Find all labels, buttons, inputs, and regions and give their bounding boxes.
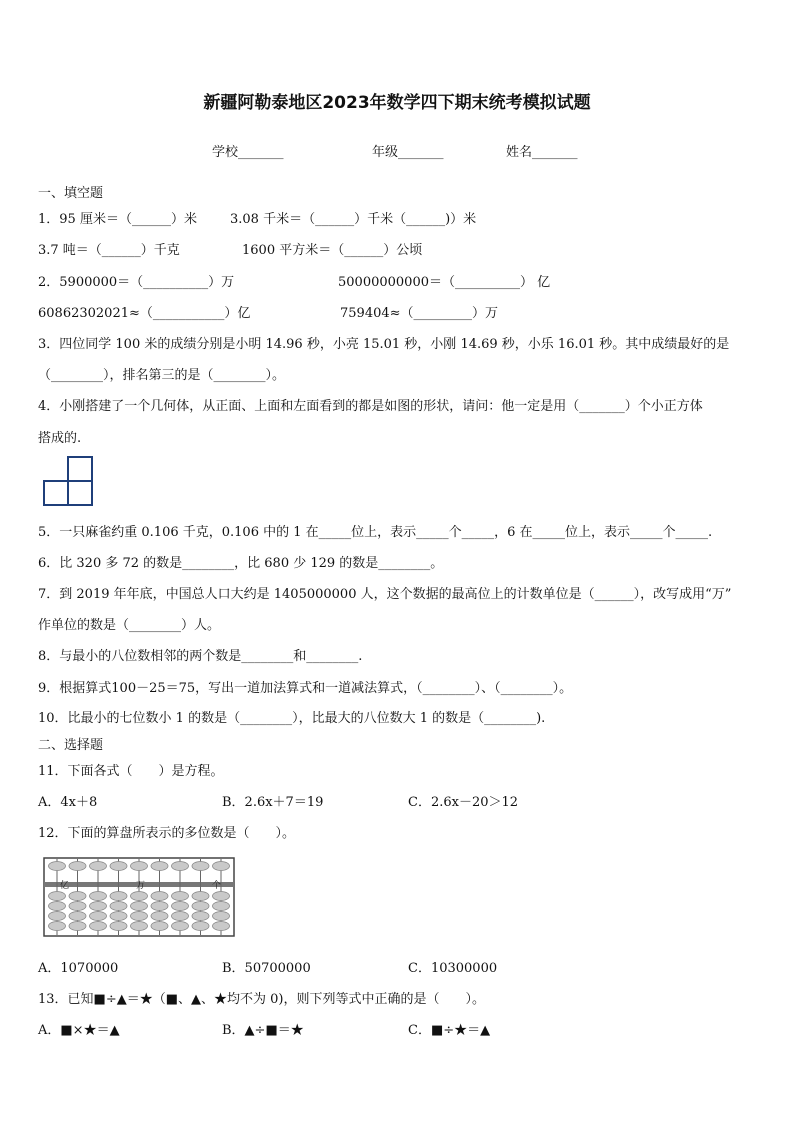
figure-square-bottom-right xyxy=(68,481,92,505)
abacus-bead xyxy=(90,902,107,911)
option-12b: B．50700000 xyxy=(222,961,311,976)
question-8: 8．与最小的八位数相邻的两个数是________和________. xyxy=(38,649,363,664)
abacus-label-yi: 亿 xyxy=(60,881,70,891)
abacus-bead xyxy=(172,902,189,911)
page-title: 新疆阿勒泰地区2023年数学四下期末统考模拟试题 xyxy=(203,93,591,113)
question-4a: 4．小刚搭建了一个几何体，从正面、上面和左面看到的都是如图的形状，请问：他一定是用（_______）个小正方体 xyxy=(38,399,703,414)
option-11a: A．4x＋8 xyxy=(38,795,98,810)
abacus-bead xyxy=(49,902,66,911)
abacus-bead xyxy=(90,922,107,931)
question-2c: 60862302021≈（___________）亿 xyxy=(38,306,251,321)
abacus-rods xyxy=(49,859,230,935)
abacus-bead xyxy=(49,862,66,871)
option-13b: B．▲÷■＝★ xyxy=(222,1023,304,1038)
abacus-bead xyxy=(213,912,230,921)
abacus-bead xyxy=(110,922,127,931)
abacus-bead xyxy=(110,862,127,871)
question-13: 13．已知■÷▲＝★（■、▲、★均不为 0)，则下列等式中正确的是（ ）。 xyxy=(38,992,485,1007)
question-2d: 759404≈（_________）万 xyxy=(340,306,499,321)
abacus-bead xyxy=(69,902,86,911)
abacus-bead xyxy=(131,862,148,871)
option-11b: B．2.6x＋7＝19 xyxy=(222,795,324,810)
abacus-bead xyxy=(151,862,168,871)
abacus-bead xyxy=(131,912,148,921)
question-5: 5．一只麻雀约重 0.106 千克，0.106 中的 1 在_____位上，表示_____个_____，6 在_____位上，表示_____个_____. xyxy=(38,525,713,540)
abacus-bead xyxy=(151,922,168,931)
abacus-bead xyxy=(213,902,230,911)
abacus-bead xyxy=(213,922,230,931)
abacus-bead xyxy=(172,892,189,901)
figure-square-bottom-left xyxy=(44,481,68,505)
abacus-figure xyxy=(42,856,236,938)
section-choice: 二、选择题 xyxy=(38,738,104,753)
question-3b: （________），排名第三的是（________）。 xyxy=(38,368,286,383)
abacus-bead xyxy=(110,892,127,901)
figure-square-top xyxy=(68,457,92,481)
abacus-bead xyxy=(172,862,189,871)
abacus-bead xyxy=(192,902,209,911)
question-4b: 搭成的. xyxy=(38,431,82,446)
section-fill-blank: 一、填空题 xyxy=(38,186,104,201)
grade-field: 年级_______ xyxy=(372,145,444,160)
question-1b: 3.08 千米＝（______）千米（______)）米 xyxy=(230,212,477,227)
question-1c: 3.7 吨＝（______）千克 xyxy=(38,243,180,258)
abacus-bead xyxy=(90,892,107,901)
question-1a: 1．95 厘米＝（______）米 xyxy=(38,212,197,227)
question-7a: 7．到 2019 年年底，中国总人口大约是 1405000000 人，这个数据的最高位上的计数单位是（______），改写成用“万” xyxy=(38,587,732,602)
abacus-bead xyxy=(49,912,66,921)
question-11: 11．下面各式（ ）是方程。 xyxy=(38,764,224,779)
abacus-bead xyxy=(192,862,209,871)
option-13a: A．■×★＝▲ xyxy=(38,1023,120,1038)
abacus-bead xyxy=(151,902,168,911)
abacus-bead xyxy=(131,892,148,901)
abacus-bead xyxy=(90,862,107,871)
abacus-bead xyxy=(131,922,148,931)
option-12a: A．1070000 xyxy=(38,961,119,976)
school-field: 学校_______ xyxy=(212,145,284,160)
question-1d: 1600 平方米＝（______）公顷 xyxy=(242,243,423,258)
question-7b: 作单位的数是（________）人。 xyxy=(38,618,221,633)
abacus-bead xyxy=(90,912,107,921)
abacus-bead xyxy=(192,912,209,921)
abacus-bead xyxy=(151,912,168,921)
question-6: 6．比 320 多 72 的数是________，比 680 少 129 的数是________。 xyxy=(38,556,444,571)
abacus-bead xyxy=(192,922,209,931)
abacus-bead xyxy=(192,892,209,901)
abacus-bead xyxy=(151,892,168,901)
question-3a: 3．四位同学 100 米的成绩分别是小明 14.96 秒，小亮 15.01 秒，小刚 14.69 秒，小乐 16.01 秒。其中成绩最好的是 xyxy=(38,337,730,352)
question-10: 10．比最小的七位数小 1 的数是（________），比最大的八位数大 1 的数是（________). xyxy=(38,711,546,726)
abacus-bead xyxy=(172,912,189,921)
abacus-label-wan: 万 xyxy=(136,881,146,891)
option-11c: C．2.6x－20＞12 xyxy=(408,795,519,810)
option-13c: C．■÷★＝▲ xyxy=(408,1023,491,1038)
abacus-bead xyxy=(213,892,230,901)
abacus-bead xyxy=(213,862,230,871)
abacus-bead xyxy=(69,922,86,931)
name-field: 姓名_______ xyxy=(506,145,578,160)
abacus-bead xyxy=(69,892,86,901)
option-12c: C．10300000 xyxy=(408,961,498,976)
question-12: 12．下面的算盘所表示的多位数是（ ）。 xyxy=(38,826,296,841)
abacus-label-ge: 个 xyxy=(212,881,222,891)
question-2b: 50000000000＝（__________） 亿 xyxy=(338,275,551,290)
abacus-bead xyxy=(131,902,148,911)
abacus-bead xyxy=(69,912,86,921)
abacus-bead xyxy=(49,922,66,931)
abacus-bead xyxy=(69,862,86,871)
abacus-bead xyxy=(110,902,127,911)
cube-view-figure xyxy=(42,455,96,507)
abacus-bead xyxy=(49,892,66,901)
question-9: 9．根据算式100－25＝75，写出一道加法算式和一道减法算式，（________）、（________）。 xyxy=(38,681,573,696)
abacus-bead xyxy=(110,912,127,921)
abacus-bead xyxy=(172,922,189,931)
question-2a: 2．5900000＝（__________）万 xyxy=(38,275,235,290)
